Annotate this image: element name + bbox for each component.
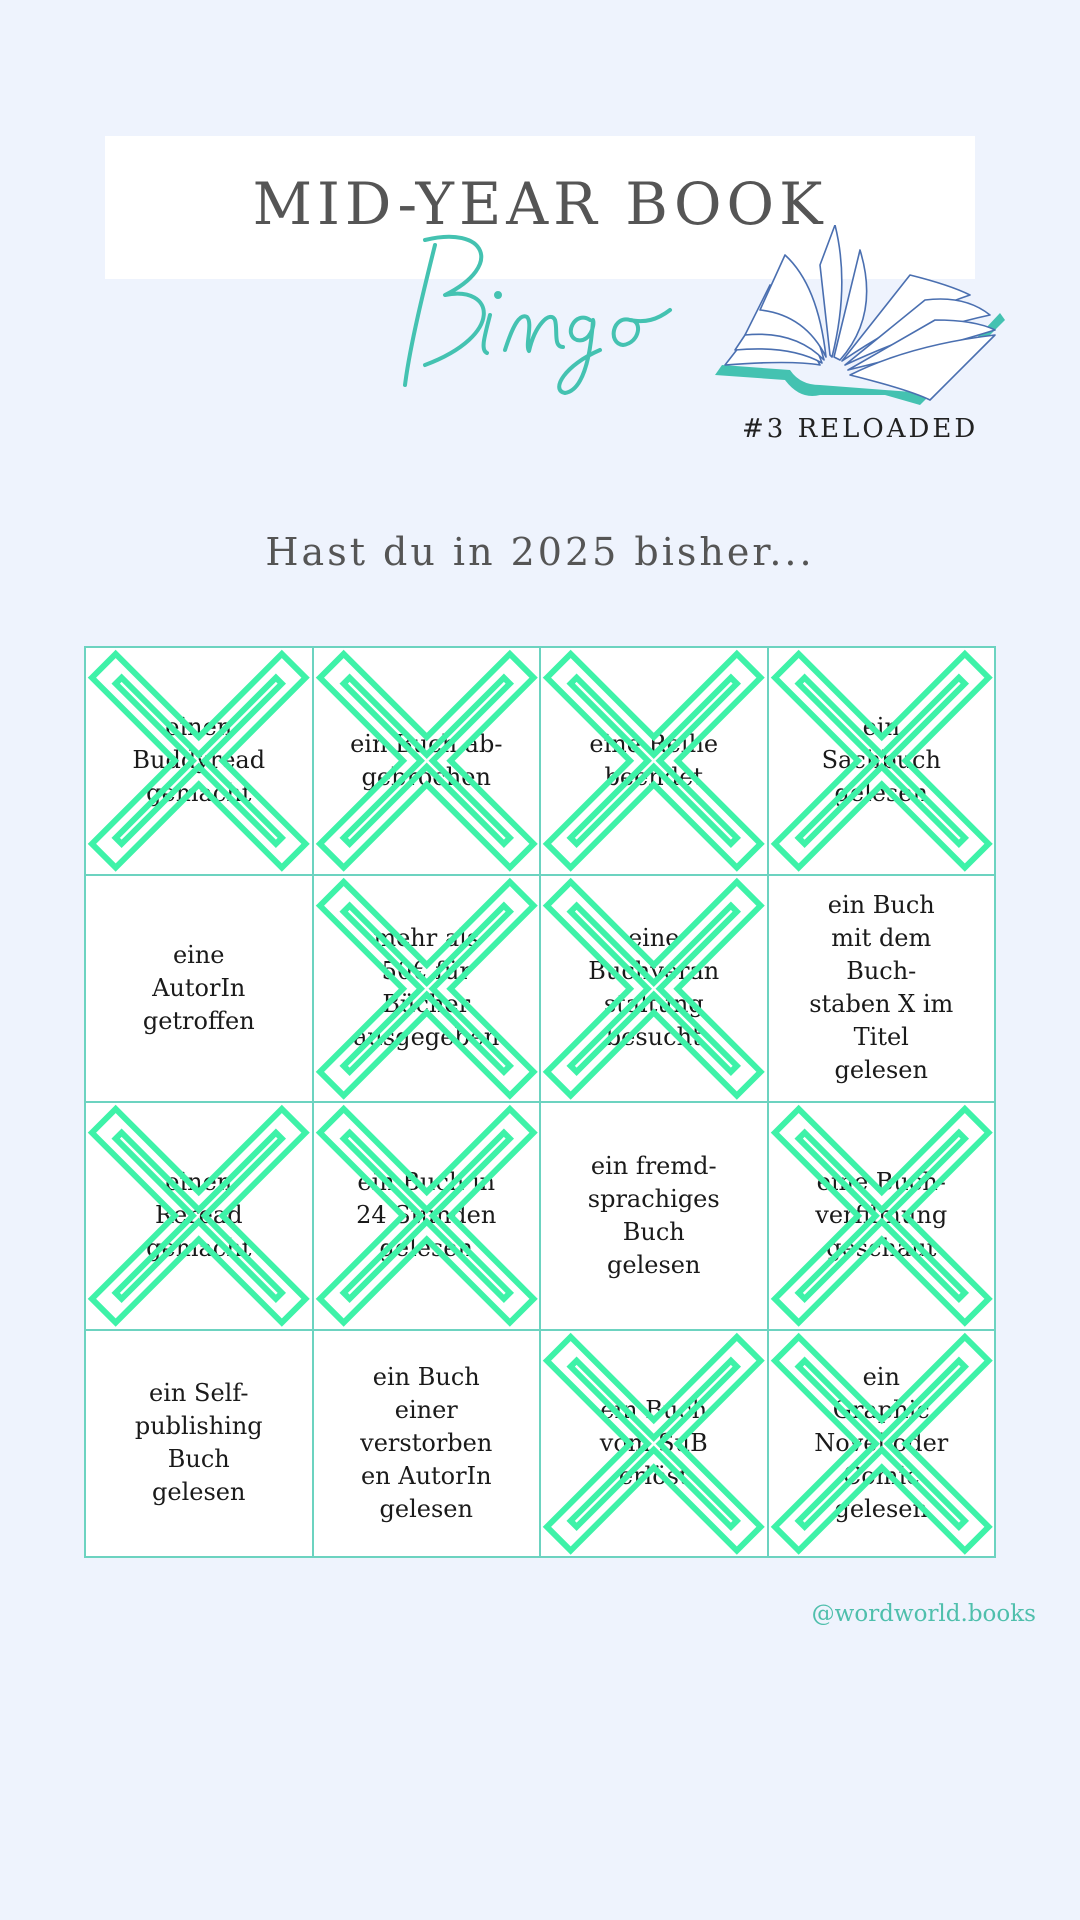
bingo-cell-label: einen Buddyread gemacht xyxy=(132,713,266,808)
bingo-cell[interactable] xyxy=(768,1330,996,1558)
bingo-cell-label: ein Buch vom SuB erlöst xyxy=(599,1395,708,1490)
bingo-cell-label: ein Buch in 24 Stunden gelesen xyxy=(356,1168,497,1263)
edition-label: #3 RELOADED xyxy=(742,414,979,444)
bingo-cell-label: eine Reihe beendet xyxy=(589,729,719,791)
bingo-cell[interactable] xyxy=(540,647,768,875)
bingo-cell-label: ein Graphic Novel oder Comic gelesen xyxy=(814,1362,949,1523)
social-handle: @wordworld.books xyxy=(811,1601,1036,1627)
bingo-cell-label: eine Buchveran staltung besucht xyxy=(588,924,720,1052)
bingo-prompt: Hast du in 2025 bisher... xyxy=(265,530,815,574)
bingo-cell[interactable] xyxy=(540,1330,768,1558)
bingo-cell-label: ein Self- publishing Buch gelesen xyxy=(134,1379,263,1507)
bingo-cell[interactable] xyxy=(540,1102,768,1330)
bingo-cell[interactable] xyxy=(85,1330,313,1558)
bingo-cell[interactable] xyxy=(768,875,996,1103)
bingo-cell[interactable] xyxy=(313,875,541,1103)
bingo-script-title xyxy=(395,225,695,395)
bingo-cell-label: mehr als 50€ für Bücher ausgegeben xyxy=(353,924,500,1052)
bingo-cell-label: ein Buch ab- gebrochen xyxy=(350,729,503,791)
bingo-cell[interactable] xyxy=(313,1330,541,1558)
bingo-cell[interactable] xyxy=(85,1102,313,1330)
bingo-cell[interactable] xyxy=(313,1102,541,1330)
bingo-cell[interactable] xyxy=(768,647,996,875)
bingo-cell[interactable] xyxy=(313,647,541,875)
bingo-grid xyxy=(84,646,996,1558)
bingo-cell[interactable] xyxy=(540,875,768,1103)
bingo-cell[interactable] xyxy=(85,647,313,875)
bingo-cell-label: eine Buch- verfilmung geschaut xyxy=(815,1168,948,1263)
bingo-cell-label: eine AutorIn getroffen xyxy=(142,940,255,1035)
bingo-cell-label: einen Reread gemacht xyxy=(146,1168,252,1263)
page-title: MID-YEAR BOOK xyxy=(252,170,828,238)
open-book-icon xyxy=(710,225,1010,415)
bingo-cell-label: ein Sachbuch gelesen xyxy=(821,713,941,808)
bingo-cell[interactable] xyxy=(85,875,313,1103)
bingo-script-lettering xyxy=(395,225,695,395)
bingo-cell[interactable] xyxy=(768,1102,996,1330)
bingo-cell-label: ein Buch einer verstorben en AutorIn gelesen xyxy=(360,1362,493,1523)
bingo-cell-label: ein Buch mit dem Buch- staben X im Titel gelesen xyxy=(809,891,954,1085)
bingo-cell-label: ein fremd- sprachiges Buch gelesen xyxy=(587,1151,720,1279)
